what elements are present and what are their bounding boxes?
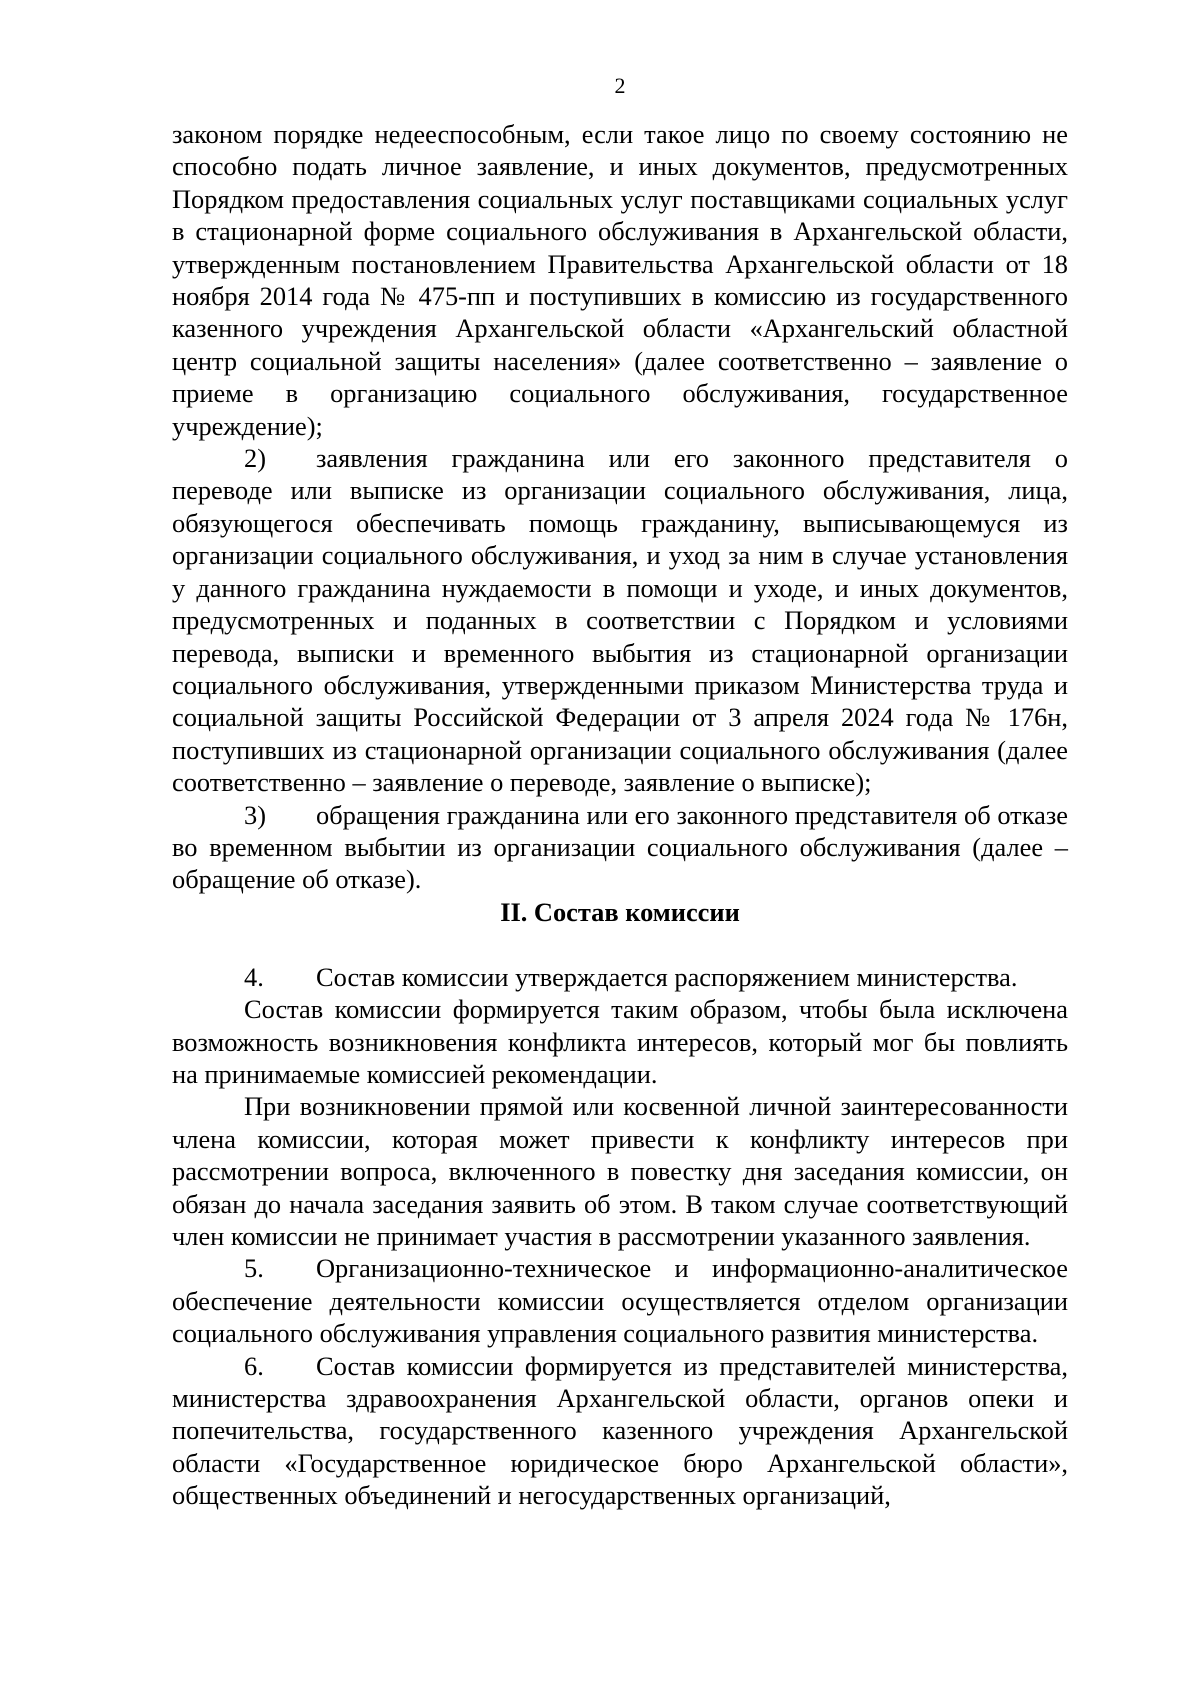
section-heading: II. Состав комиссии [500,896,740,927]
clause-4 [172,961,1068,993]
item-number: 6. [244,1350,264,1381]
item-number: 5. [244,1253,264,1284]
paragraph-continuation [172,118,1068,442]
paragraph-text: Состав комиссии утверждается распоряжением министерства. [316,961,1018,992]
page-number: 2 [614,73,626,98]
paragraph-text: обращения гражданина или его законного представителя об отказе во временном выбытии из организации социального обслуживания (далее – обращение об отказе). [172,799,1068,895]
document-body [172,118,1068,1512]
list-item-3 [172,799,1068,896]
item-number: 2) [244,443,266,474]
paragraph-text: Состав комиссии формируется таким образом, чтобы была исключена возможность возникновения конфликта интересов, который мог бы повлиять на принимаемые комиссией рекомендации. [172,994,1068,1089]
list-item-2 [172,442,1068,798]
paragraph-text: заявления гражданина или его законного представителя о переводе или выписке из организации социального обслуживания, лица, обязующегося обеспечивать помощь гражданину, выписывающемуся из организации социального обслуживания, и уход за ним в случае установления у данного гражданина нуждаемости в помощи и уходе, и иных документов, предусмотренных и поданных в соответствии с Порядком и условиями перевода, выписки и временного выбытия из стационарной организации социального обслуживания, утвержденными приказом Министерства труда и социальной защиты Российской Федерации от 3 апреля 2024 года № 176н, поступивших из стационарной организации социального обслуживания (далее соответственно – заявление о переводе, заявление о выписке); [172,443,1068,798]
clause-6 [172,1350,1068,1512]
item-number: 3) [244,799,266,830]
paragraph-text: При возникновении прямой или косвенной личной заинтересованности члена комиссии, которая может привести к конфликту интересов при рассмотрении вопроса, включенного в повестку дня заседания комиссии, он обязан до начала заседания заявить об этом. В таком случае соответствующий член комиссии не принимает участия в рассмотрении указанного заявления. [172,1091,1068,1251]
paragraph [172,1090,1068,1252]
item-number: 4. [244,961,264,992]
paragraph-text: Состав комиссии формируется из представителей министерства, министерства здравоохранения Архангельской области, органов опеки и попечительства, государственного казенного учреждения Архангельской области «Государственное юридическое бюро Архангельской области», общественных объединений и негосударственных организаций, [172,1350,1068,1511]
paragraph-text: законом порядке недееспособным, если такое лицо по своему состоянию не способно подать личное заявление, и иных документов, предусмотренных Порядком предоставления социальных услуг поставщиками социальных услуг в стационарной форме социального обслуживания в Архангельской области, утвержденным постановлением Правительства Архангельской области от 18 ноября 2014 года № 475-пп и поступивших в комиссию из государственного казенного учреждения Архангельской области «Архангельский областной центр социальной защиты населения» (далее соответственно – заявление о приеме в организацию социального обслуживания, государственное учреждение); [172,119,1068,441]
clause-5 [172,1252,1068,1349]
paragraph-text: Организационно-техническое и информационно-аналитическое обеспечение деятельности комиссии осуществляется отделом организации социального обслуживания управления социального развития министерства. [172,1253,1068,1349]
paragraph [172,993,1068,1090]
